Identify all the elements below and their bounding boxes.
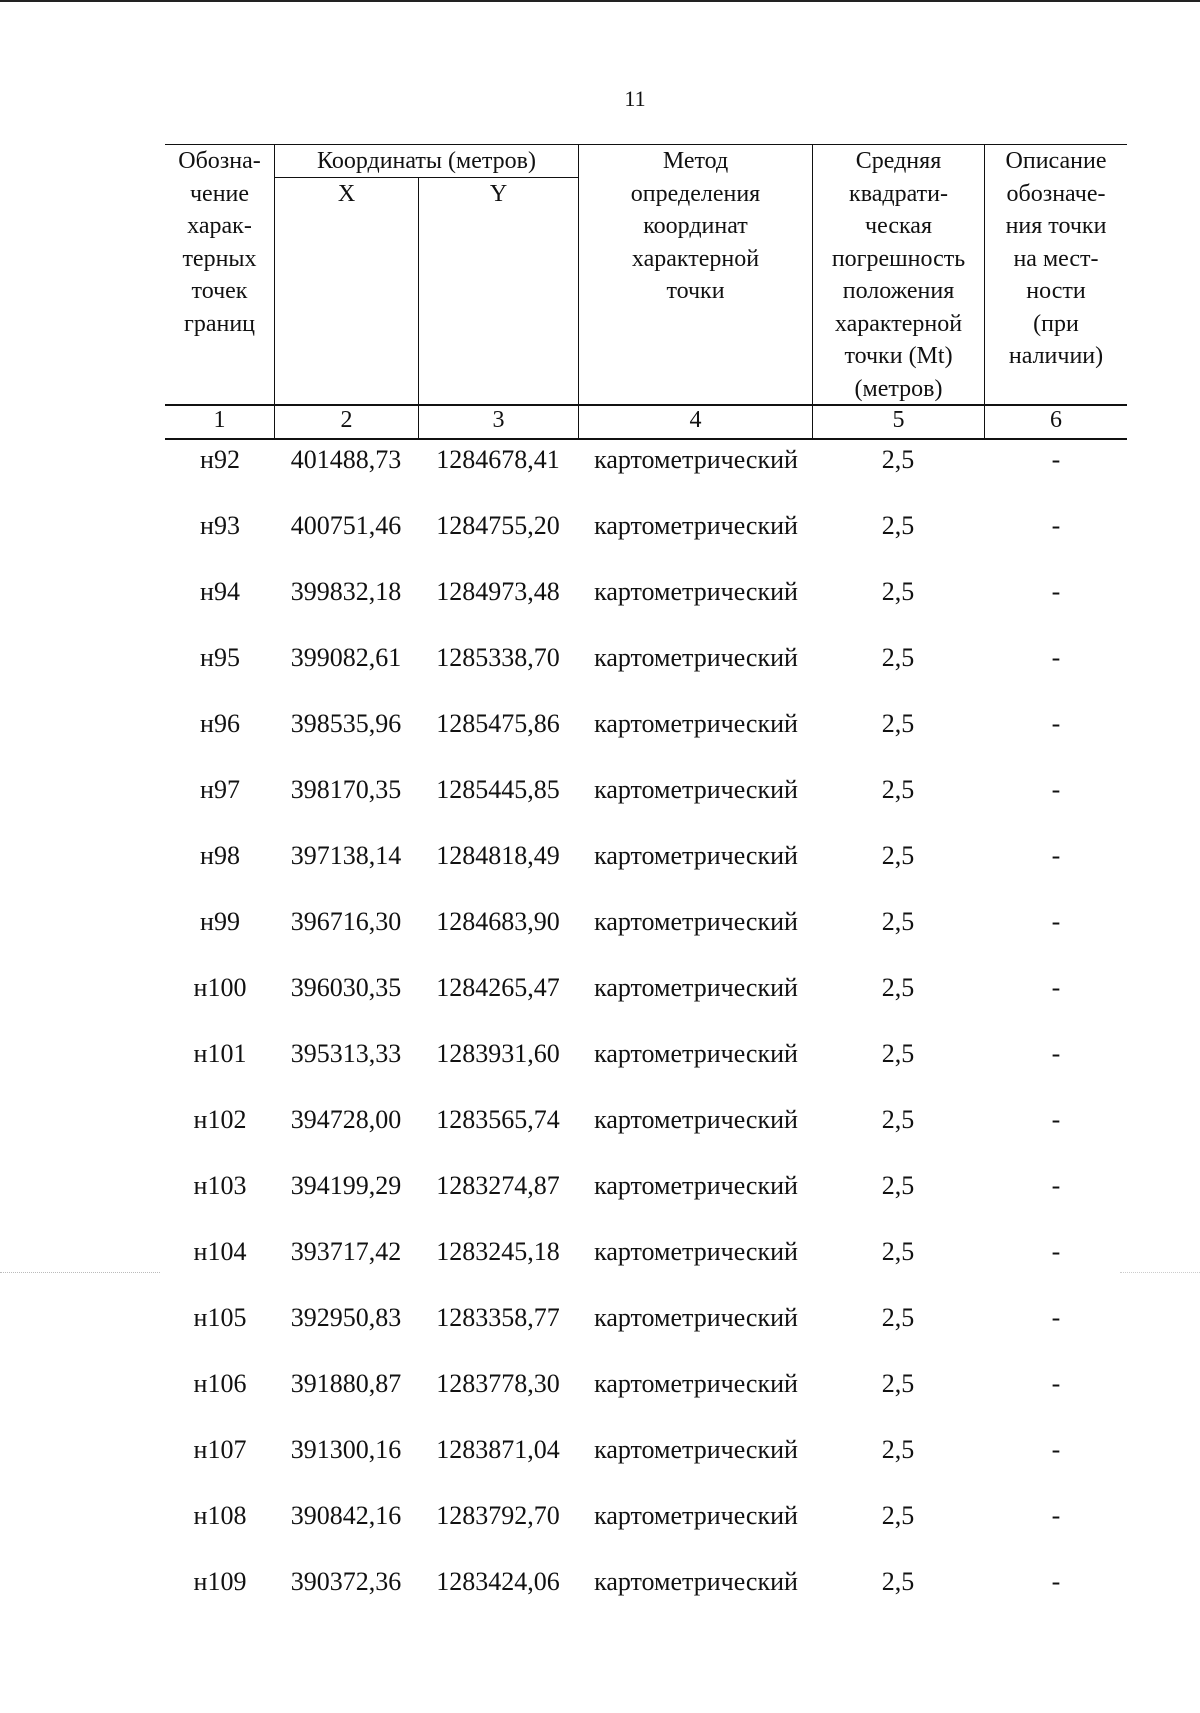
coord-y: 1283778,30 — [436, 1369, 560, 1398]
description: - — [1051, 1501, 1061, 1530]
table-row — [0, 1166, 1200, 1206]
description: - — [1051, 775, 1061, 804]
coord-y: 1283871,04 — [436, 1435, 560, 1464]
point-id: н95 — [200, 643, 240, 672]
description: - — [1051, 445, 1061, 474]
mean-error: 2,5 — [881, 841, 915, 870]
mean-error: 2,5 — [881, 1567, 915, 1596]
method: картометрический — [594, 1435, 798, 1464]
method: картометрический — [594, 1501, 798, 1530]
coord-y: 1284755,20 — [436, 511, 560, 540]
description: - — [1051, 1369, 1061, 1398]
mean-error: 2,5 — [881, 1501, 915, 1530]
point-id: н96 — [200, 709, 240, 738]
col-divider — [418, 177, 419, 438]
mean-error: 2,5 — [881, 643, 915, 672]
coord-x: 393717,42 — [290, 1237, 402, 1266]
scan-artifact — [0, 1272, 160, 1274]
table-row — [0, 902, 1200, 942]
coord-x: 391300,16 — [290, 1435, 402, 1464]
table-row — [0, 704, 1200, 744]
point-id: н93 — [200, 511, 240, 540]
coord-x: 395313,33 — [290, 1039, 402, 1068]
table-row — [0, 836, 1200, 876]
description: - — [1051, 1105, 1061, 1134]
table-row — [0, 638, 1200, 678]
method: картометрический — [594, 1039, 798, 1068]
coord-y: 1283792,70 — [436, 1501, 560, 1530]
mean-error: 2,5 — [881, 511, 915, 540]
point-id: н100 — [193, 973, 247, 1002]
description: - — [1051, 841, 1061, 870]
method: картометрический — [594, 709, 798, 738]
mean-error: 2,5 — [881, 1039, 915, 1068]
method: картометрический — [594, 1567, 798, 1596]
description: - — [1051, 1435, 1061, 1464]
description: - — [1051, 907, 1061, 936]
method: картометрический — [594, 841, 798, 870]
description: - — [1051, 1303, 1061, 1332]
point-id: н94 — [200, 577, 240, 606]
point-id: н98 — [200, 841, 240, 870]
table-row — [0, 1034, 1200, 1074]
method: картометрический — [594, 643, 798, 672]
description: - — [1051, 1567, 1061, 1596]
table-row — [0, 506, 1200, 546]
method: картометрический — [594, 577, 798, 606]
mean-error: 2,5 — [881, 1237, 915, 1266]
method: картометрический — [594, 907, 798, 936]
point-id: н103 — [193, 1171, 247, 1200]
column-number: 5 — [892, 407, 905, 433]
method: картометрический — [594, 1171, 798, 1200]
coord-x: 391880,87 — [290, 1369, 402, 1398]
method: картометрический — [594, 973, 798, 1002]
point-id: н105 — [193, 1303, 247, 1332]
coord-x: 392950,83 — [290, 1303, 402, 1332]
method: картометрический — [594, 1237, 798, 1266]
table-row — [0, 1232, 1200, 1272]
header-method: Метод определения координат характерной точки — [630, 148, 761, 304]
coord-y: 1284818,49 — [436, 841, 560, 870]
coord-y: 1283931,60 — [436, 1039, 560, 1068]
mean-error: 2,5 — [881, 1435, 915, 1464]
coord-x: 390842,16 — [290, 1501, 402, 1530]
header-mean-error: Средняя квадрати- ческая погрешность положения характерной точки (Mt) (метров) — [831, 148, 966, 402]
header-x: X — [337, 181, 356, 207]
point-id: н102 — [193, 1105, 247, 1134]
column-number: 6 — [1050, 407, 1062, 433]
method: картометрический — [594, 1303, 798, 1332]
header-y: Y — [489, 181, 508, 207]
method: картометрический — [594, 1369, 798, 1398]
coord-y: 1283565,74 — [436, 1105, 560, 1134]
coord-x: 396030,35 — [290, 973, 402, 1002]
point-id: н99 — [200, 907, 240, 936]
coord-y: 1283274,87 — [436, 1171, 560, 1200]
method: картометрический — [594, 511, 798, 540]
description: - — [1051, 1171, 1061, 1200]
point-id: н109 — [193, 1567, 247, 1596]
point-id: н106 — [193, 1369, 247, 1398]
mean-error: 2,5 — [881, 1171, 915, 1200]
coord-y: 1284973,48 — [436, 577, 560, 606]
point-id: н101 — [193, 1039, 247, 1068]
mean-error: 2,5 — [881, 1369, 915, 1398]
description: - — [1051, 643, 1061, 672]
method: картометрический — [594, 775, 798, 804]
mean-error: 2,5 — [881, 775, 915, 804]
header-description: Описание обозначе- ния точки на мест- ности (при наличии) — [1005, 148, 1107, 369]
coord-y: 1284683,90 — [436, 907, 560, 936]
column-number: 1 — [213, 407, 226, 433]
column-number: 4 — [689, 407, 702, 433]
method: картометрический — [594, 445, 798, 474]
table-row — [0, 1364, 1200, 1404]
table-row — [0, 572, 1200, 612]
point-id: н108 — [193, 1501, 247, 1530]
mean-error: 2,5 — [881, 445, 915, 474]
mean-error: 2,5 — [881, 973, 915, 1002]
point-id: н97 — [200, 775, 240, 804]
coord-x: 400751,46 — [290, 511, 402, 540]
coord-y: 1284265,47 — [436, 973, 560, 1002]
point-id: н92 — [200, 445, 240, 474]
coord-x: 396716,30 — [290, 907, 402, 936]
coord-x: 394728,00 — [290, 1105, 402, 1134]
header-coordinates: Координаты (метров) — [317, 148, 536, 174]
mean-error: 2,5 — [881, 577, 915, 606]
coord-y: 1285445,85 — [436, 775, 560, 804]
scan-artifact — [1120, 1272, 1200, 1274]
table-row — [0, 1298, 1200, 1338]
coord-x: 401488,73 — [290, 445, 402, 474]
coord-y: 1283358,77 — [436, 1303, 560, 1332]
description: - — [1051, 1237, 1061, 1266]
method: картометрический — [594, 1105, 798, 1134]
coord-x: 399832,18 — [290, 577, 402, 606]
description: - — [1051, 1039, 1061, 1068]
table-row — [0, 440, 1200, 480]
description: - — [1051, 511, 1061, 540]
coord-x: 399082,61 — [290, 643, 402, 672]
coord-y: 1283245,18 — [436, 1237, 560, 1266]
table-row — [0, 968, 1200, 1008]
header-point-designation: Обозна- чение харак- терных точек границ — [178, 148, 261, 337]
column-number: 3 — [492, 407, 505, 433]
coord-x: 398535,96 — [290, 709, 402, 738]
coord-x: 398170,35 — [290, 775, 402, 804]
coord-y: 1284678,41 — [436, 445, 560, 474]
mean-error: 2,5 — [881, 1105, 915, 1134]
coord-y: 1285338,70 — [436, 643, 560, 672]
table-row — [0, 770, 1200, 810]
page-number: 11 — [624, 86, 646, 111]
description: - — [1051, 577, 1061, 606]
description: - — [1051, 973, 1061, 1002]
coord-x: 390372,36 — [290, 1567, 402, 1596]
table-row — [0, 1562, 1200, 1602]
point-id: н104 — [193, 1237, 247, 1266]
coord-y: 1285475,86 — [436, 709, 560, 738]
table-row — [0, 1430, 1200, 1470]
mean-error: 2,5 — [881, 1303, 915, 1332]
coord-x: 397138,14 — [290, 841, 402, 870]
column-number: 2 — [340, 407, 353, 433]
point-id: н107 — [193, 1435, 247, 1464]
page-top-edge — [0, 0, 1200, 2]
mean-error: 2,5 — [881, 709, 915, 738]
coord-x: 394199,29 — [290, 1171, 402, 1200]
table-row — [0, 1100, 1200, 1140]
mean-error: 2,5 — [881, 907, 915, 936]
description: - — [1051, 709, 1061, 738]
coord-y: 1283424,06 — [436, 1567, 560, 1596]
table-row — [0, 1496, 1200, 1536]
